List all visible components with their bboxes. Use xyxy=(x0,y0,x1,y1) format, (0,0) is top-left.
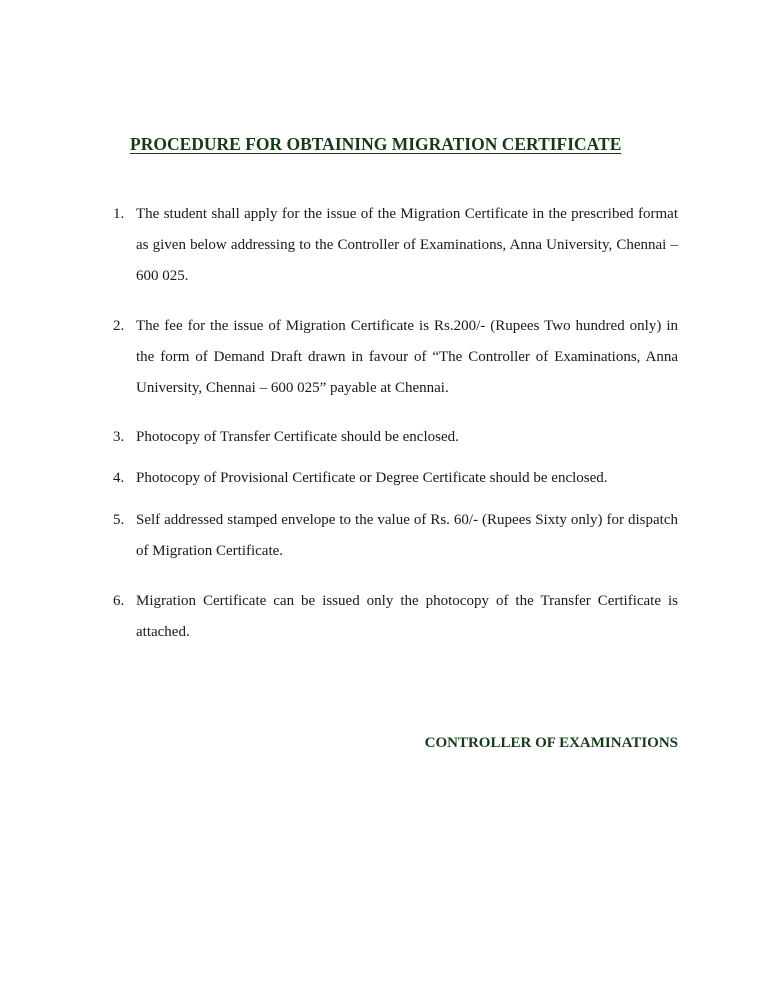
item-number: 6. xyxy=(113,593,125,609)
page-title: PROCEDURE FOR OBTAINING MIGRATION CERTIFICATE xyxy=(130,134,622,154)
item-text: Self addressed stamped envelope to the value of Rs. 60/- (Rupees Sixty only) for dispatch of Migration Certificate. xyxy=(136,512,678,559)
list-item-6 xyxy=(113,586,678,648)
item-number: 5. xyxy=(113,512,125,528)
item-number: 2. xyxy=(113,318,125,334)
list-item-1 xyxy=(113,199,678,292)
list-item-4 xyxy=(113,463,678,494)
item-text: Migration Certificate can be issued only the photocopy of the Transfer Certificate is attached. xyxy=(136,593,678,640)
item-text: Photocopy of Transfer Certificate should be enclosed. xyxy=(136,429,459,445)
list-item-5 xyxy=(113,505,678,567)
item-text: The fee for the issue of Migration Certificate is Rs.200/- (Rupees Two hundred only) in the form of Demand Draft drawn in favour of “The Controller of Examinations, Anna University, Chennai – 600 025” payable at Chennai. xyxy=(136,318,678,396)
signature-title: CONTROLLER OF EXAMINATIONS xyxy=(424,735,678,751)
item-text: The student shall apply for the issue of the Migration Certificate in the prescribed format as given below addressing to the Controller of Examinations, Anna University, Chennai – 600 025. xyxy=(136,206,678,284)
list-item-2 xyxy=(113,311,678,404)
item-text: Photocopy of Provisional Certificate or Degree Certificate should be enclosed. xyxy=(136,470,608,486)
list-item-3 xyxy=(113,422,678,453)
item-number: 4. xyxy=(113,470,125,486)
item-number: 1. xyxy=(113,206,125,222)
item-number: 3. xyxy=(113,429,125,445)
